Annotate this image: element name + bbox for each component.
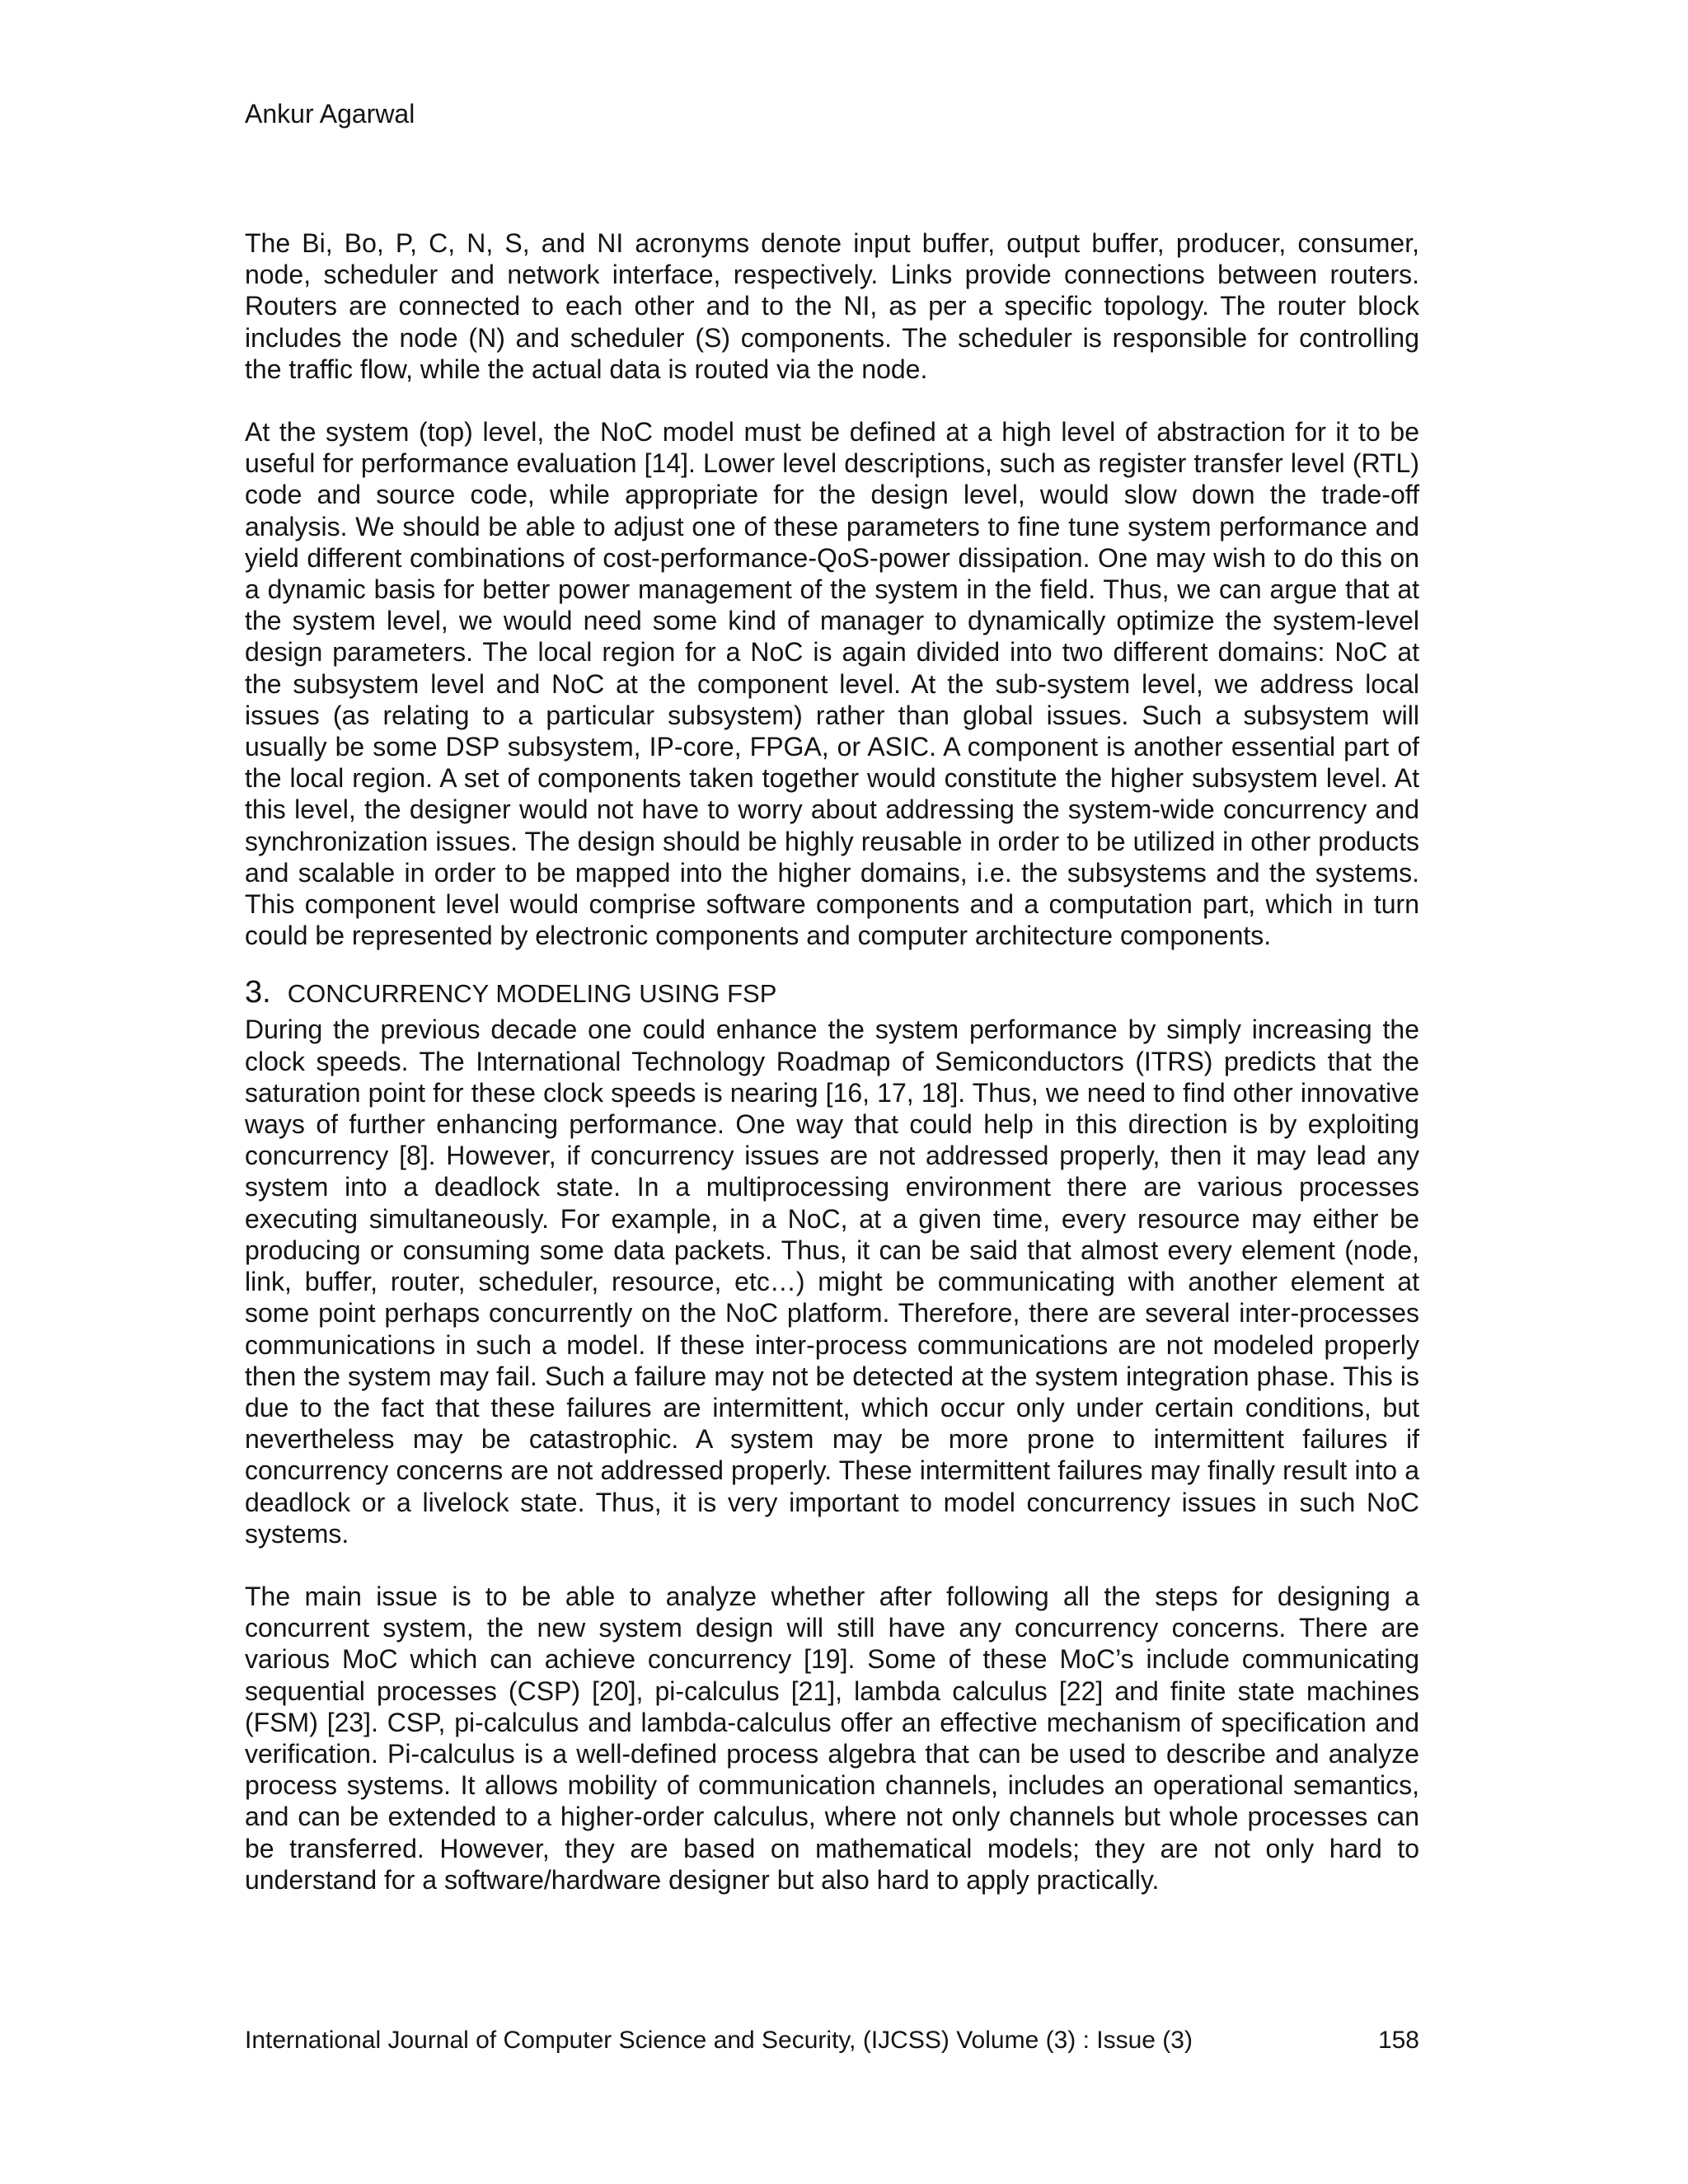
running-header-author: Ankur Agarwal	[245, 99, 415, 129]
body-text	[245, 227, 1419, 1896]
paragraph-acronyms: The Bi, Bo, P, C, N, S, and NI acronyms denote input buffer, output buffer, producer, consumer, node, scheduler and network interface, respectively. Links provide connections between routers. Routers are connected to each other and to the NI, as per a specific topology. The router block includes the node (N) and scheduler (S) components. The scheduler is responsible for controlling the traffic flow, while the actual data is routed via the node.	[245, 228, 1419, 384]
footer-page-number: 158	[1377, 2027, 1419, 2054]
footer-journal: International Journal of Computer Science and Security, (IJCSS) Volume (3) : Issue (3)	[245, 2027, 1193, 2054]
section-heading	[245, 976, 1419, 1010]
paragraph-moc: The main issue is to be able to analyze whether after following all the steps for designing a concurrent system, the new system design will still have any concurrency concerns. There are various MoC which can achieve concurrency [19]. Some of these MoC’s include communicating sequential processes (CSP) [20], pi-calculus [21], lambda calculus [22] and finite state machines (FSM) [23]. CSP, pi-calculus and lambda-calculus offer an effective mechanism of specification and verification. Pi-calculus is a well-defined process algebra that can be used to describe and analyze process systems. It allows mobility of communication channels, includes an operational semantics, and can be extended to a higher-order calculus, where not only channels but whole processes can be transferred. However, they are based on mathematical models; they are not only hard to understand for a software/hardware designer but also hard to apply practically.	[245, 1581, 1419, 1895]
paragraph-system-level: At the system (top) level, the NoC model must be defined at a high level of abstraction for it to be useful for performance evaluation [14]. Lower level descriptions, such as register transfer level (RTL) code and source code, while appropriate for the design level, would slow down the trade-off analysis. We should be able to adjust one of these parameters to fine tune system performance and yield different combinations of cost-performance-QoS-power dissipation. One may wish to do this on a dynamic basis for better power management of the system in the field. Thus, we can argue that at the system level, we would need some kind of manager to dynamically optimize the system-level design parameters. The local region for a NoC is again divided into two different domains: NoC at the subsystem level and NoC at the component level. At the sub-system level, we address local issues (as relating to a particular subsystem) rather than global issues. Such a subsystem will usually be some DSP subsystem, IP-core, FPGA, or ASIC. A component is another essential part of the local region. A set of components taken together would constitute the higher subsystem level. At this level, the designer would not have to worry about addressing the system-wide concurrency and synchronization issues. The design should be highly reusable in order to be utilized in other products and scalable in order to be mapped into the higher domains, i.e. the subsystems and the systems. This component level would comprise software components and a computation part, which in turn could be represented by electronic components and computer architecture components.	[245, 417, 1419, 951]
section-number: 3.	[245, 975, 271, 1010]
section-title: CONCURRENCY MODELING USING FSP	[287, 979, 777, 1009]
paragraph-concurrency: During the previous decade one could enhance the system performance by simply increasing the clock speeds. The International Technology Roadmap of Semiconductors (ITRS) predicts that the saturation point for these clock speeds is nearing [16, 17, 18]. Thus, we need to find other innovative ways of further enhancing performance. One way that could help in this direction is by exploiting concurrency [8]. However, if concurrency issues are not addressed properly, then it may lead any system into a deadlock state. In a multiprocessing environment there are various processes executing simultaneously. For example, in a NoC, at a given time, every resource may either be producing or consuming some data packets. Thus, it can be said that almost every element (node, link, buffer, router, scheduler, resource, etc…) might be communicating with another element at some point perhaps concurrently on the NoC platform. Therefore, there are several inter-processes communications in such a model. If these inter-process communications are not modeled properly then the system may fail. Such a failure may not be detected at the system integration phase. This is due to the fact that these failures are intermittent, which occur only under certain conditions, but nevertheless may be catastrophic. A system may be more prone to intermittent failures if concurrency concerns are not addressed properly. These intermittent failures may finally result into a deadlock or a livelock state. Thus, it is very important to model concurrency issues in such NoC systems.	[245, 1015, 1419, 1549]
